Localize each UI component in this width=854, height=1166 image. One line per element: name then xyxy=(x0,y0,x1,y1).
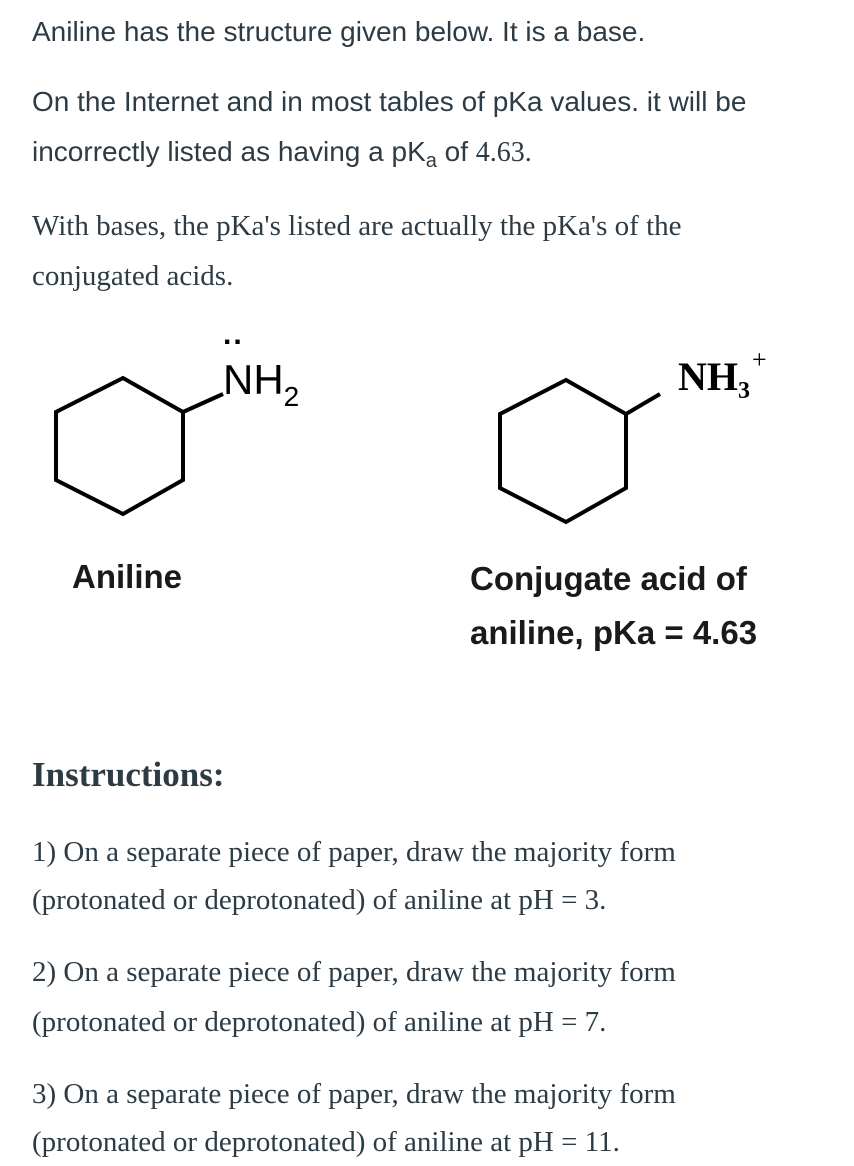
aniline-ring xyxy=(56,378,183,514)
pka-subscript: a xyxy=(425,150,437,172)
anilinium-cn-bond xyxy=(626,394,660,414)
intro-line-3 xyxy=(32,128,532,177)
instruction-2-line-1: 2) On a separate piece of paper, draw the majority form xyxy=(32,956,676,988)
bases-note-line-2: conjugated acids. xyxy=(32,260,234,292)
conjugate-label-line-2: aniline, pKa = 4.63 xyxy=(470,614,758,651)
instruction-1-line-1: 1) On a separate piece of paper, draw the majority form xyxy=(32,836,676,868)
anilinium-sub: 3 xyxy=(738,378,750,404)
instruction-2-line-2: (protonated or deprotonated) of aniline at pH = 7. xyxy=(32,1006,607,1038)
aniline-label: Aniline xyxy=(72,558,183,595)
aniline-amine-sub: 2 xyxy=(283,381,300,412)
anilinium-ring xyxy=(500,380,626,522)
anilinium-ammonium-group xyxy=(678,345,767,404)
aniline-amine-nh: NH xyxy=(223,356,284,403)
conjugate-label-line-1: Conjugate acid of xyxy=(470,560,747,597)
aniline-cn-bond xyxy=(183,394,223,412)
pka-value: 4.63. xyxy=(475,137,532,168)
anilinium-nh: NH xyxy=(678,354,738,399)
intro-line-1: Aniline has the structure given below. It is a base. xyxy=(32,16,646,47)
anilinium-structure xyxy=(480,338,820,548)
anilinium-charge: + xyxy=(752,345,767,374)
intro-line-2: On the Internet and in most tables of pKa values. it will be xyxy=(32,86,747,117)
intro-line-3-mid: of xyxy=(436,136,476,167)
instruction-3-line-2: (protonated or deprotonated) of aniline at pH = 11. xyxy=(32,1126,620,1158)
aniline-lone-pair: .. xyxy=(223,318,244,351)
instruction-3-line-1: 3) On a separate piece of paper, draw the majority form xyxy=(32,1078,676,1110)
aniline-structure xyxy=(40,318,360,548)
instruction-1-line-2: (protonated or deprotonated) of aniline at pH = 3. xyxy=(32,884,607,916)
instructions-heading: Instructions: xyxy=(32,755,225,794)
aniline-amine-group xyxy=(223,356,299,412)
bases-note-line-1: With bases, the pKa's listed are actually the pKa's of the xyxy=(32,210,682,242)
intro-line-3-text: incorrectly listed as having a pK xyxy=(32,136,426,167)
